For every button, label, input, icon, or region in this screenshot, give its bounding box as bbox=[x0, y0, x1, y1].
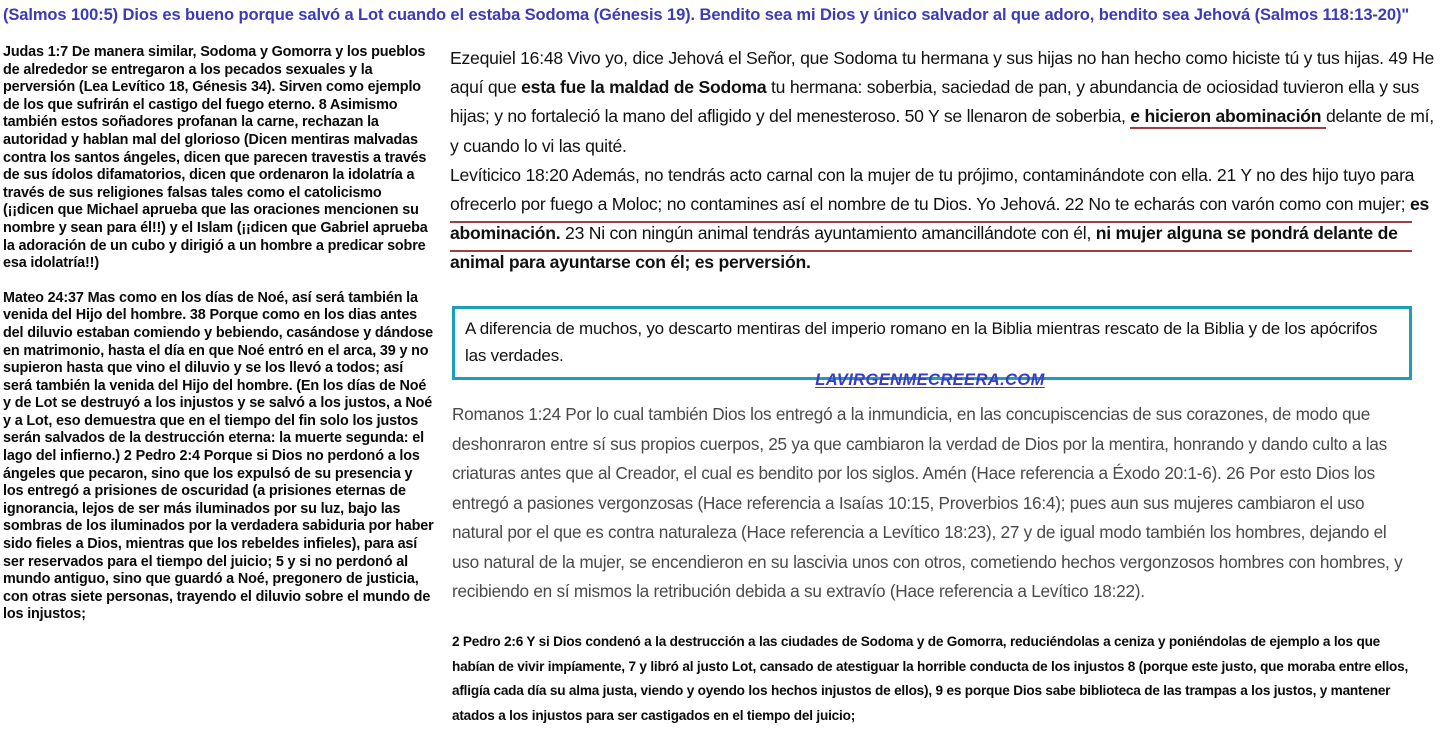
site-url-row bbox=[450, 371, 1410, 390]
levitico-bold-phrase-2: ni mujer alguna se pondrá delante de animal para ayuntarse con él; es perversión. bbox=[450, 223, 1398, 273]
ezequiel-text-part-1: Ezequiel 16:48 Vivo yo, dice Jehová el Señor, que Sodoma tu hermana y sus hijas no han hecho como hiciste tú y tus hijas. 49 He aquí que bbox=[450, 48, 1435, 98]
mateo-passage-paragraph: Mateo 24:37 Mas como en los días de Noé, así será también la venida del Hijo del hombre. 38 Porque como en los dias antes del diluvio estaban comiendo y bebiendo, casándose y dándose en matrimonio, hasta el día en que Noé entró en el arca, 39 y no supieron hasta que vino el diluvio y se los llevó a todos; así será también la venida del Hijo del hombre. (En los días de Noé y de Lot se destruyó a los injustos y se salvó a los justos, a Noé y a Lot, eso demuestra que en el tiempo del fin solo los justos serán salvados de la destrucción eterna: la muerte segunda: el lago del infierno.) 2 Pedro 2:4 Porque si Dios no perdonó a los ángeles que pecaron, sino que los expulsó de su presencia y los entregó a prisiones de oscuridad (a prisiones eternas de ignorancia, lejos de ser más iluminados por su luz, bajo las sombras de los iluminados por la verdadera sabiduria por haber sido fieles a Dios, mientras que los rebeldes infieles), para así ser reservados para el tiempo del juicio; 5 y si no perdonó al mundo antiguo, sino que guardó a Noé, pregonero de justicia, con otras siete personas, trayendo el diluvio sobre el mundo de los injustos; bbox=[3, 289, 434, 623]
romanos-passage-block bbox=[452, 400, 1412, 607]
left-column bbox=[3, 44, 435, 744]
disclaimer-callout-box bbox=[452, 306, 1412, 380]
page-title: (Salmos 100:5) Dios es bueno porque salvó a Lot cuando el estaba Sodoma (Génesis 19). Bendito sea mi Dios y único salvador al que adoro, bendito sea Jehová (Salmos 118:13-20)" bbox=[3, 6, 1410, 24]
ezequiel-bold-phrase: esta fue la maldad de Sodoma bbox=[521, 77, 767, 98]
ezequiel-text-part-2: tu hermana: soberbia, saciedad de pan, y abundancia de ociosidad tuvieron ella y sus hijas; y no fortaleció la mano del afligido y del menesteroso. 50 Y se llenaron de soberbia, bbox=[450, 77, 1420, 127]
ezequiel-text-part-3: delante de mí, y cuando lo vi las quité. bbox=[450, 106, 1434, 156]
ezequiel-passage-paragraph bbox=[450, 44, 1435, 161]
levitico-text-part-2: 23 Ni con ningún animal tendrás ayuntamiento amancillándote con él, bbox=[560, 223, 1096, 244]
disclaimer-callout-text: A diferencia de muchos, yo descarto mentiras del imperio romano en la Biblia mientras rescato de la Biblia y de los apócrifos las verdades. bbox=[465, 319, 1378, 365]
levitico-bold-phrase-1: es abominación. bbox=[450, 194, 1430, 244]
ezequiel-underlined-phrase: e hicieron abominación bbox=[1130, 106, 1326, 129]
pedro-passage-block bbox=[452, 630, 1412, 728]
site-url-link[interactable]: LAVIRGENMECREERA.COM bbox=[815, 371, 1045, 389]
levitico-passage-paragraph bbox=[450, 161, 1435, 278]
judas-passage-paragraph: Judas 1:7 De manera similar, Sodoma y Gomorra y los pueblos de alrededor se entregaron a los pecados sexuales y la perversión (Lea Levítico 18, Génesis 34). Sirven como ejemplo de los que sufrirán el castigo del fuego eterno. 8 Asimismo también estos soñadores profanan la carne, rechazan la autoridad y hablan mal del glorioso (Dicen mentiras malvadas contra los santos ángeles, dicen que parecen travestis a través de sus ídolos difamatorios, dicen que ordenaron la idolatría a través de sus religiones falsas tales como el catolicismo (¡¡dicen que Michael aprueba que las oraciones mencionen su nombre y sean para él!!) y el Islam (¡¡dicen que Gabriel aprueba la adoración de un cubo y dirigió a un hombre a predicar sobre esa idolatría!!) bbox=[3, 44, 428, 272]
romanos-passage-paragraph: Romanos 1:24 Por lo cual también Dios los entregó a la inmundicia, en las concupiscencias de sus corazones, de modo que deshonraron entre sí sus propios cuerpos, 25 ya que cambiaron la verdad de Dios por la mentira, honrando y dando culto a las criaturas antes que al Creador, el cual es bendito por los siglos. Amén (Hace referencia a Éxodo 20:1-6). 26 Por esto Dios los entregó a pasiones vergonzosas (Hace referencia a Isaías 10:15, Proverbios 16:4); pues aun sus mujeres cambiaron el uso natural por el que es contra naturaleza (Hace referencia a Levítico 18:23), 27 y de igual modo también los hombres, dejando el uso natural de la mujer, se encendieron en su lascivia unos con otros, cometiendo hechos vergonzosos hombres con hombres, y recibiendo en sí mismos la retribución debida a su extravío (Hace referencia a Levítico 18:22). bbox=[452, 404, 1403, 601]
levitico-text-part-1: Levíticico 18:20 Además, no tendrás acto carnal con la mujer de tu prójimo, contaminándote con ella. 21 Y no des hijo tuyo para ofrecerlo por fuego a Moloc; no contamines así el nombre de tu Dios. Yo Jehová. 22 No te echarás con varón como con mujer; bbox=[450, 164, 1415, 215]
right-column bbox=[450, 44, 1435, 744]
levitico-passage-block bbox=[450, 161, 1435, 278]
maroon-rule-upper bbox=[450, 221, 1412, 224]
maroon-rule-lower bbox=[450, 250, 1412, 253]
pedro-passage-paragraph: 2 Pedro 2:6 Y si Dios condenó a la destrucción a las ciudades de Sodoma y de Gomorra, reduciéndolas a ceniza y poniéndolas de ejemplo a los que habían de vivir impíamente, 7 y libró al justo Lot, cansado de atestiguar la horrible conducta de los injustos 8 (porque este justo, que moraba entre ellos, afligía cada día su alma justa, viendo y oyendo los hechos injustos de ellos), 9 es porque Dios sabe biblioteca de las trampas a los justos, y mantener atados a los injustos para ser castigados en el tiempo del juicio; bbox=[452, 634, 1409, 723]
two-column-layout bbox=[0, 44, 1444, 744]
